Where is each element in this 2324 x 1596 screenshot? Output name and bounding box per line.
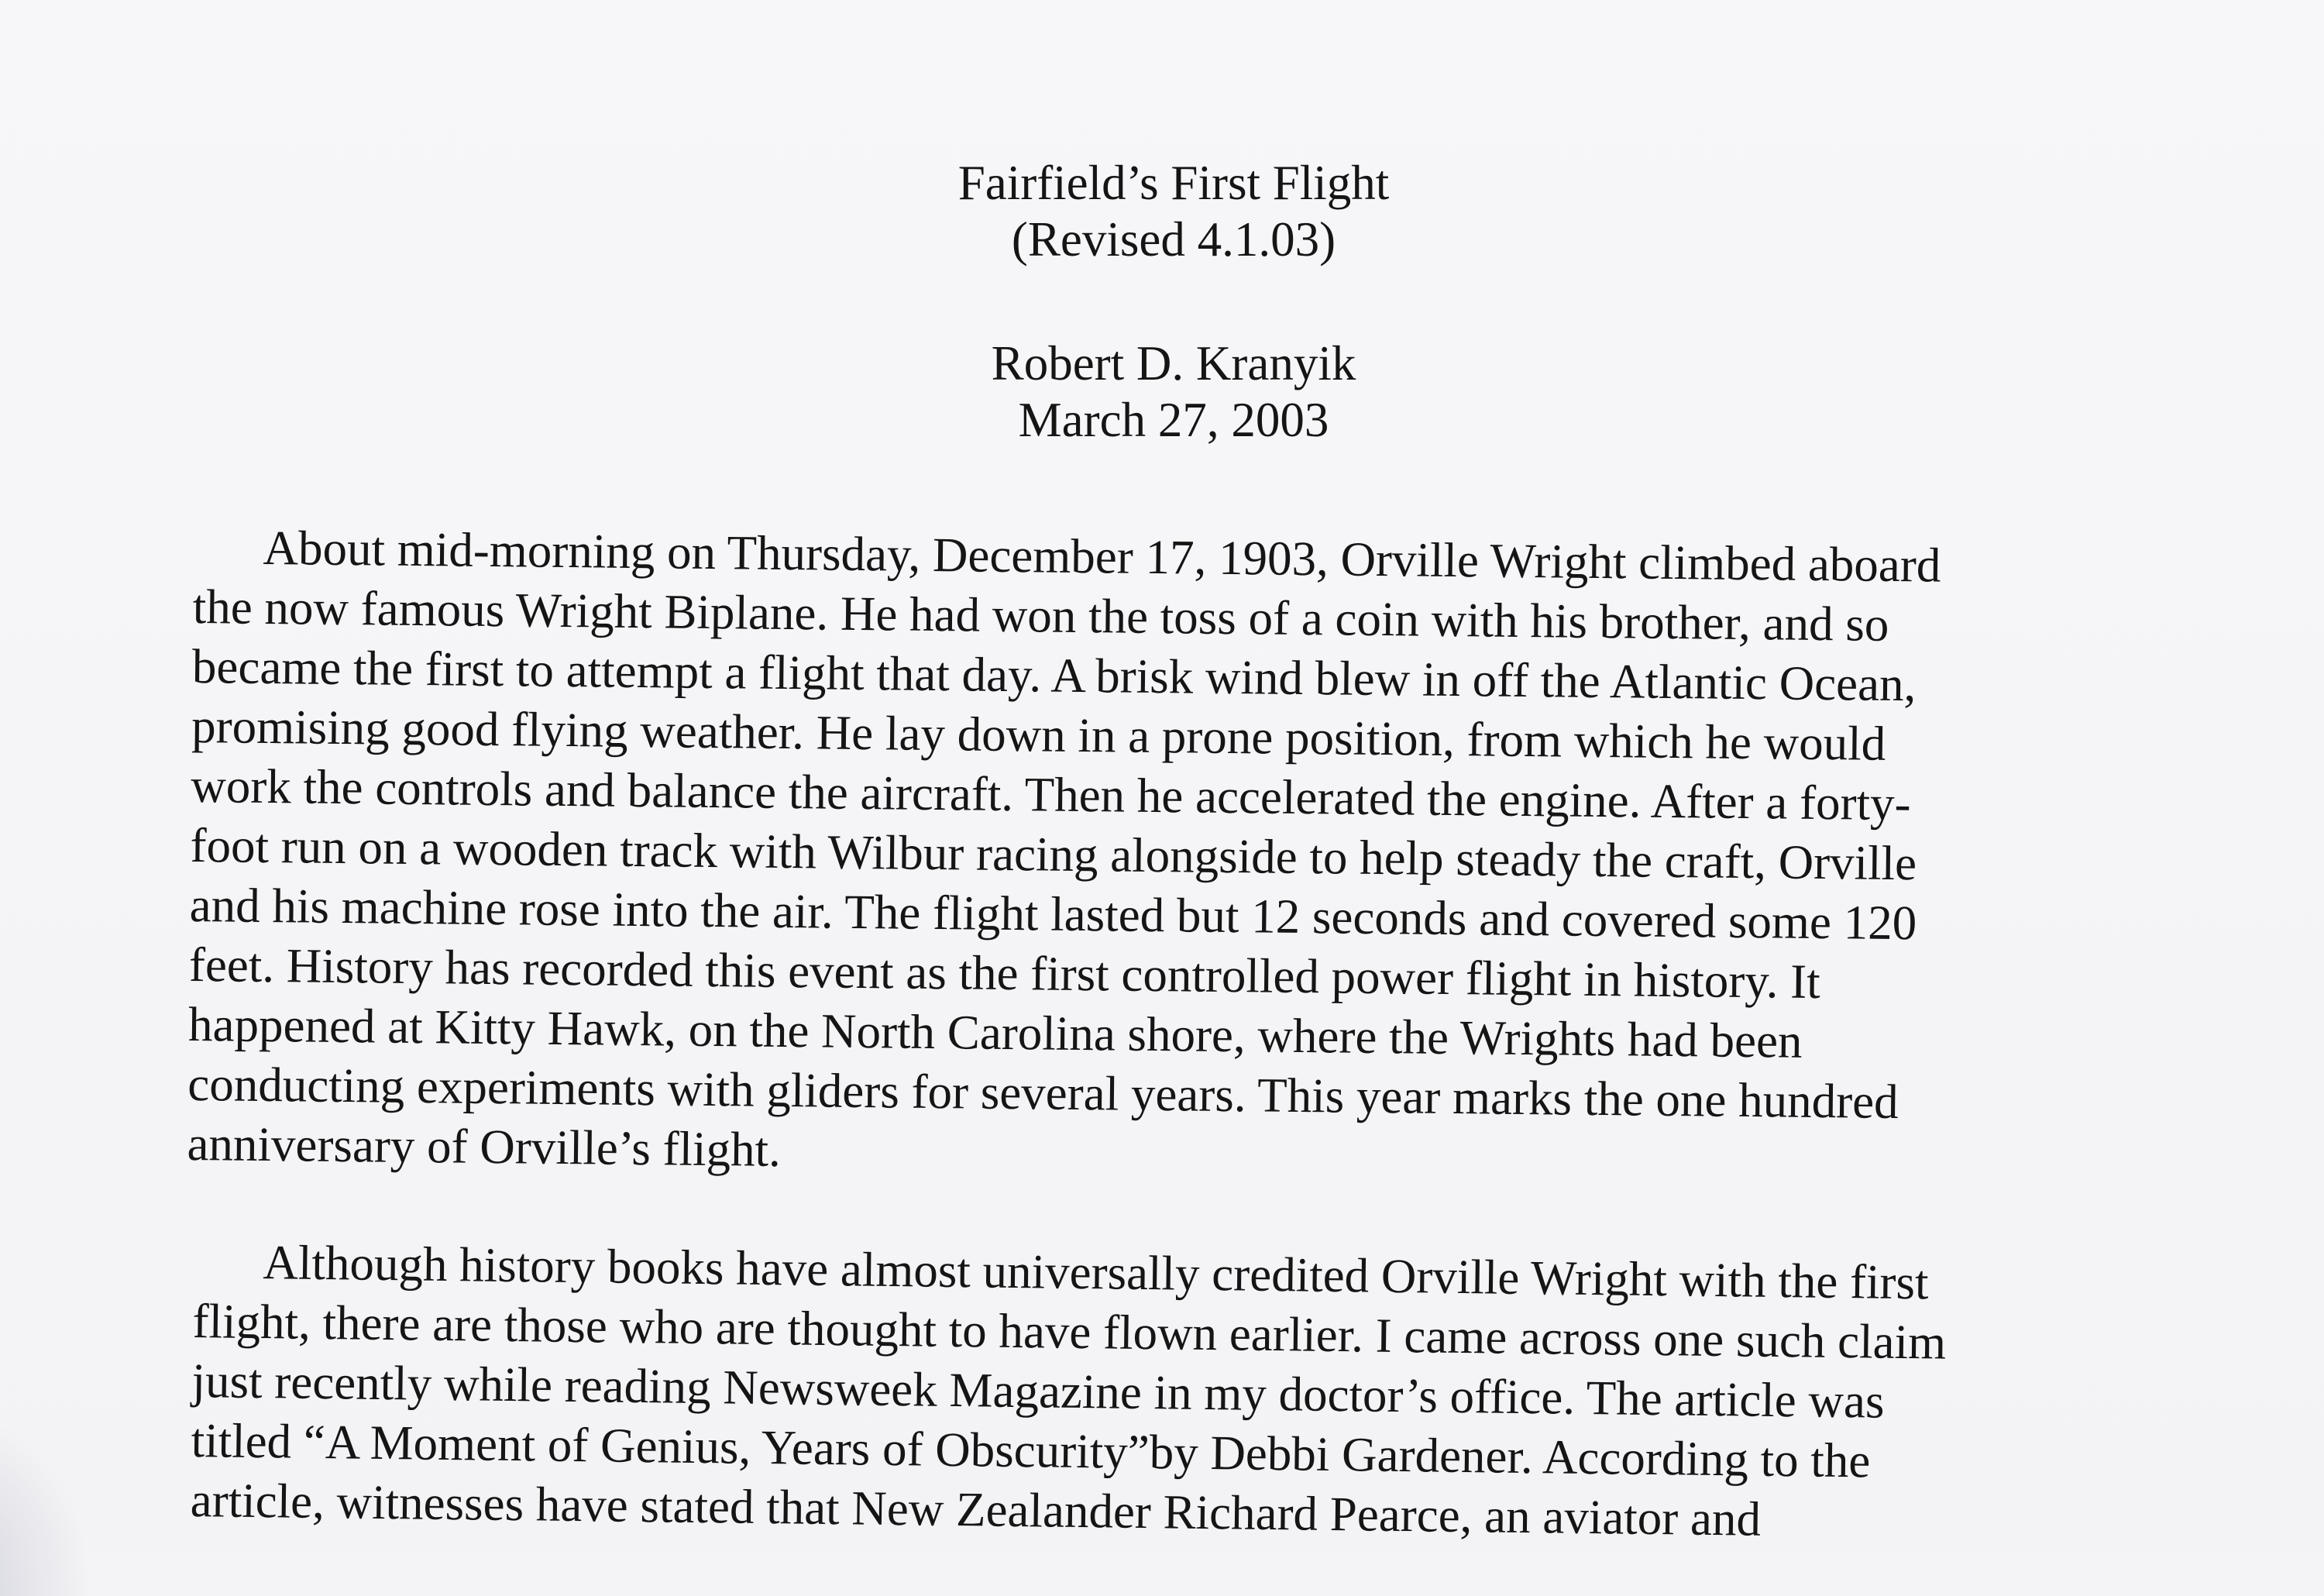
- paragraph-line: anniversary of Orville’s flight.: [187, 1116, 782, 1177]
- paragraph-line: feet. History has recorded this event as the first controlled power flight in history. It: [188, 937, 1821, 1010]
- author-block: [12, 335, 2324, 449]
- paragraph-line: About mid-morning on Thursday, December 17, 1903, Orville Wright climbed aboard: [263, 520, 1941, 593]
- paragraph-line: flight, there are those who are thought to have flown earlier. I came across one such claim: [192, 1293, 1947, 1370]
- body-paragraph-2: [190, 1232, 2107, 1553]
- paragraph-line: promising good flying weather. He lay down in a prone position, from which he would: [191, 698, 1886, 771]
- document-title-block: [12, 155, 2324, 268]
- paragraph-line: became the first to attempt a flight that day. A brisk wind blew in off the Atlantic Ocean,: [191, 638, 1917, 712]
- revision-note: (Revised 4.1.03): [1011, 212, 1336, 267]
- paragraph-line: happened at Kitty Hawk, on the North Carolina shore, where the Wrights had been: [187, 996, 1803, 1068]
- page-corner-shadow: [0, 1410, 93, 1596]
- body-paragraph-1: [187, 518, 2107, 1194]
- paragraph-line: titled “A Moment of Genius, Years of Obscurity”by Debbi Gardener. According to the: [191, 1412, 1871, 1488]
- paragraph-line: and his machine rose into the air. The flight lasted but 12 seconds and covered some 120: [189, 877, 1917, 951]
- paragraph-line: the now famous Wright Biplane. He had won the toss of a coin with his brother, and so: [192, 579, 1889, 652]
- paragraph-line: work the controls and balance the aircraft. Then he accelerated the engine. After a forty-: [191, 758, 1911, 831]
- document-date: March 27, 2003: [1018, 393, 1329, 447]
- paragraph-line: conducting experiments with gliders for several years. This year marks the one hundred: [187, 1056, 1899, 1130]
- paragraph-line: article, witnesses have stated that New Zealander Richard Pearce, an aviator and: [190, 1472, 1762, 1546]
- paragraph-line: Although history books have almost universally credited Orville Wright with the first: [263, 1235, 1929, 1310]
- document-title: Fairfield’s First Flight: [957, 156, 1390, 210]
- paragraph-line: just recently while reading Newsweek Magazine in my doctor’s office. The article was: [191, 1353, 1885, 1429]
- author-name: Robert D. Kranyik: [991, 336, 1356, 390]
- paragraph-line: foot run on a wooden track with Wilbur racing alongside to help steady the craft, Orville: [190, 817, 1917, 891]
